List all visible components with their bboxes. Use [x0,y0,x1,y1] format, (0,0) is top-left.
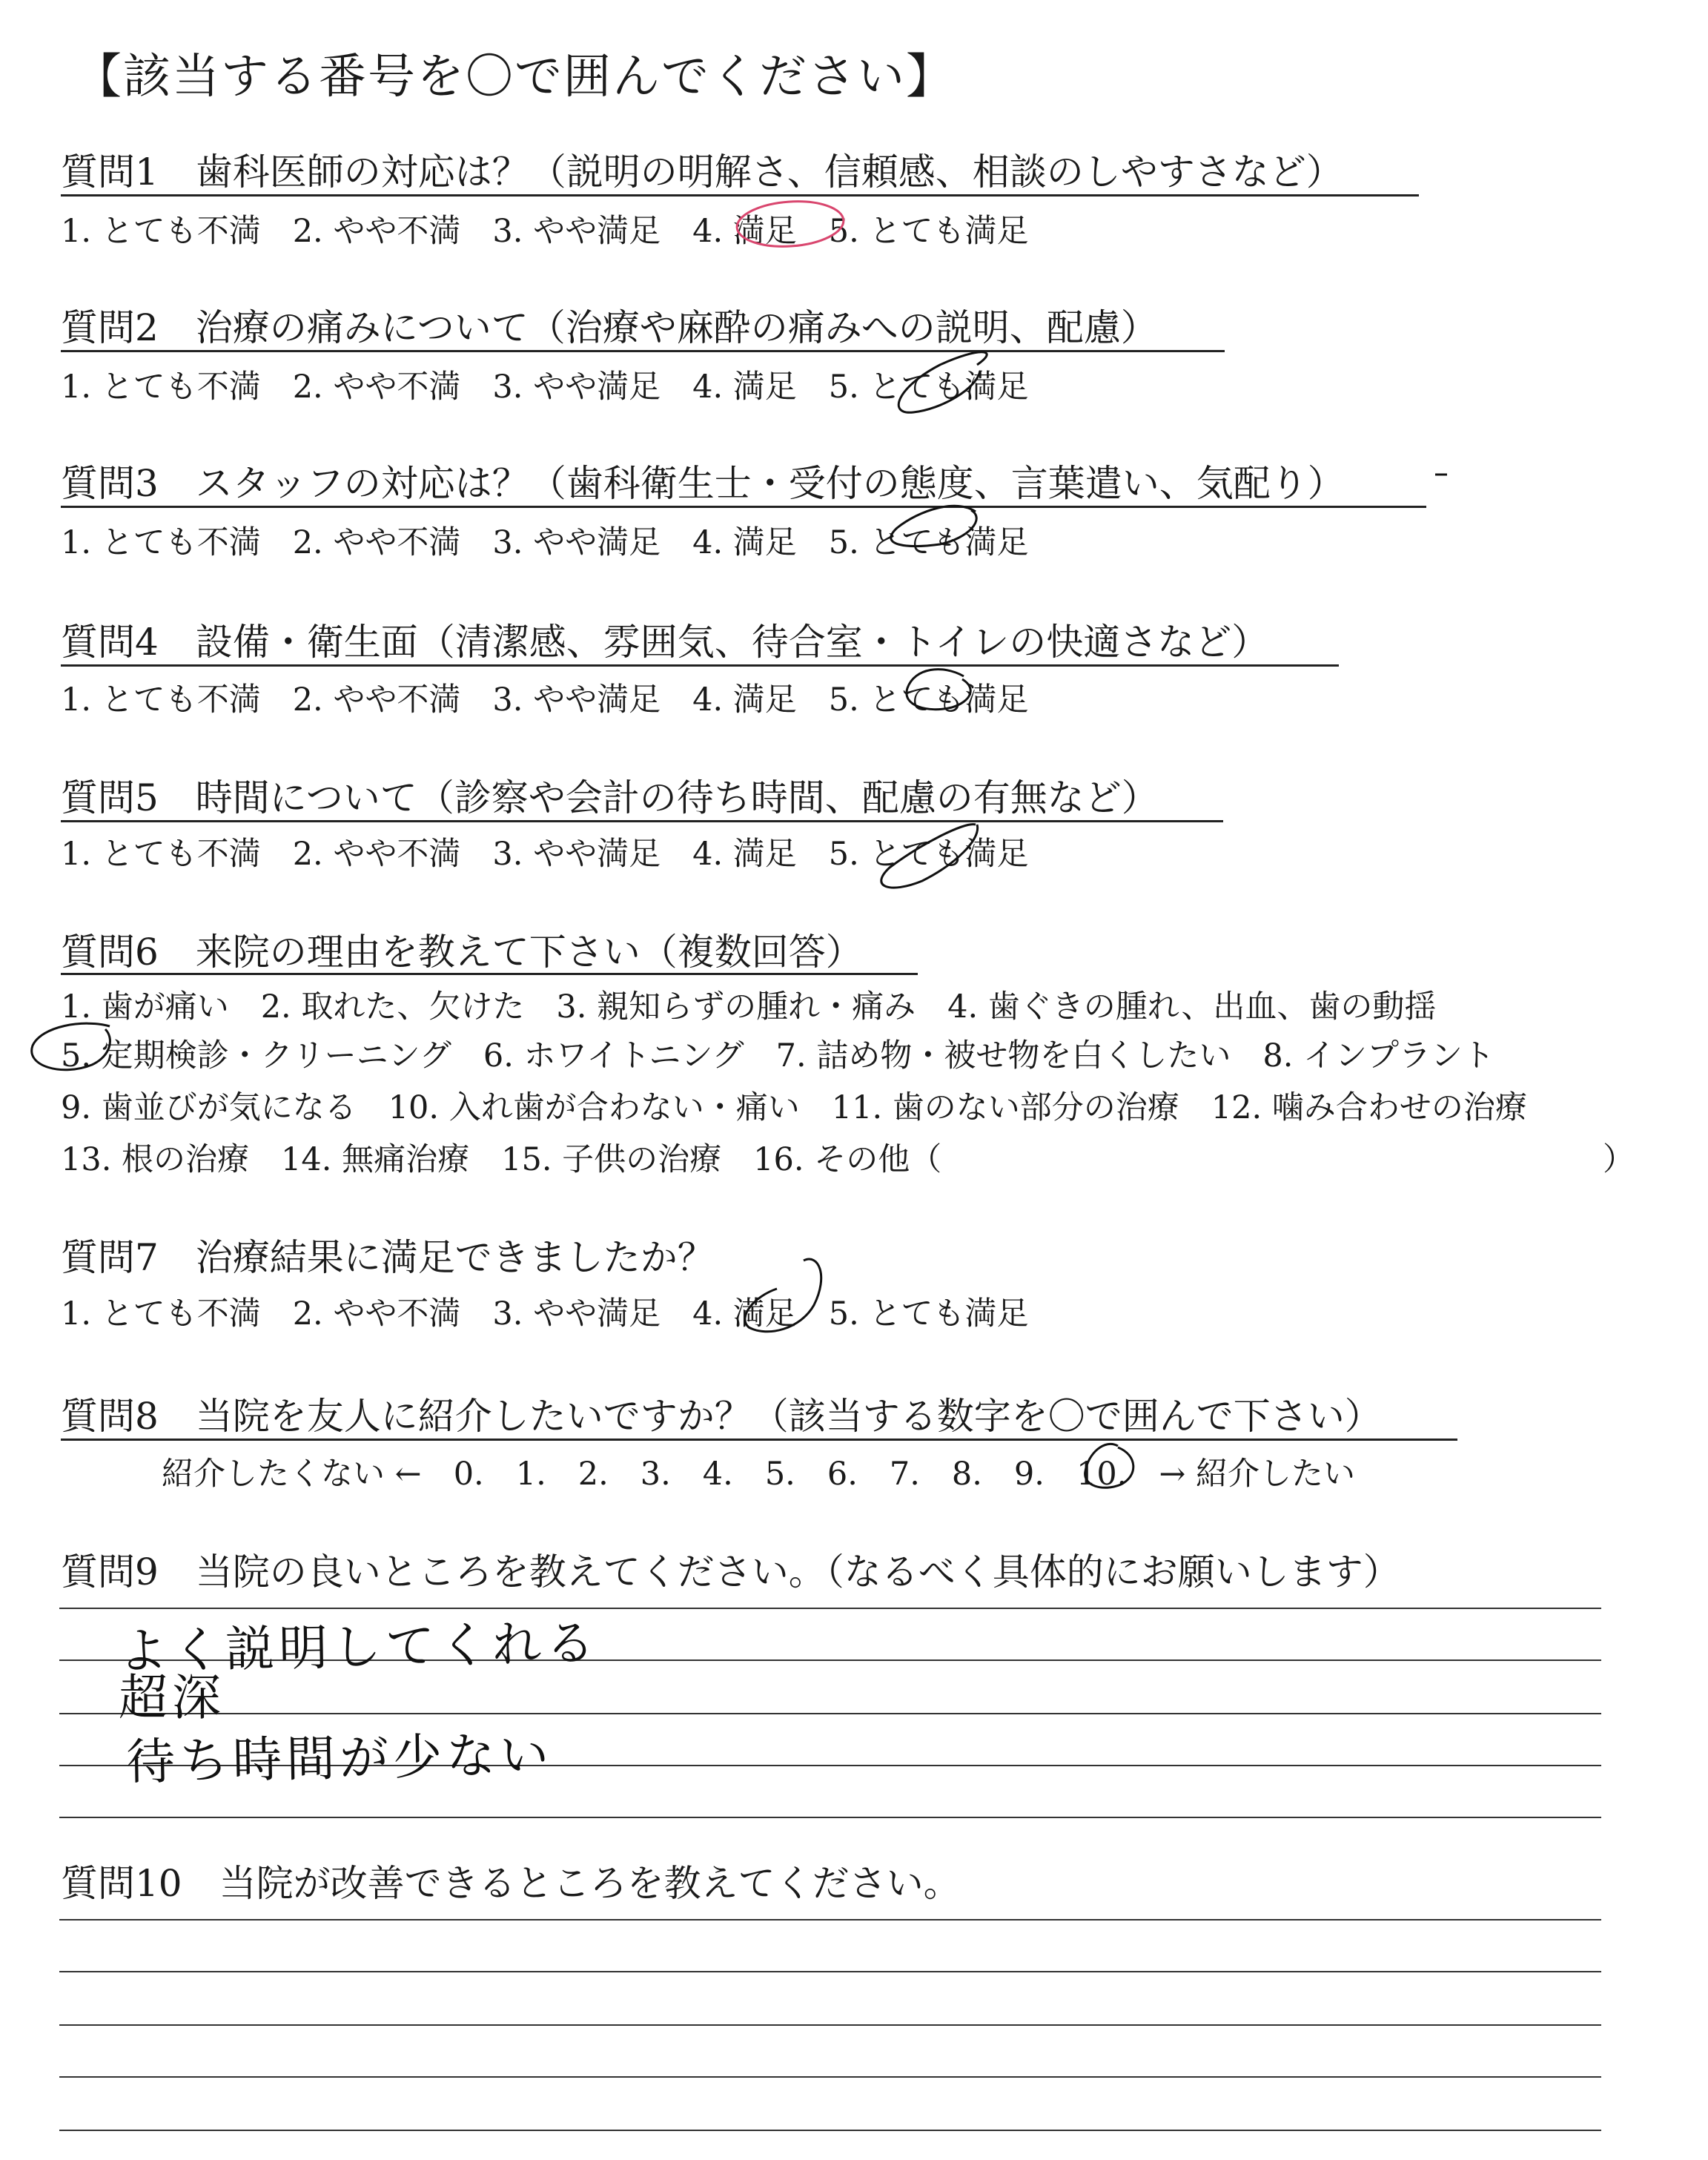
circle-mark-q7 [745,1259,821,1332]
circle-mark-q5 [881,825,978,888]
question-1-label: 質問1 歯科医師の対応は？（説明の明解さ、信頼感、相談のしやすさなど） [61,151,1343,194]
question-6-reason-row-3[interactable]: 9. 歯並びが気になる 10. 入れ歯が合わない・痛い 11. 歯のない部分の治療 12. 噛み合わせの治療 [61,1089,1527,1126]
question-6-reason-row-4[interactable]: 13. 根の治療 14. 無痛治療 15. 子供の治療 16. その他（ [61,1141,942,1178]
question-5-options[interactable]: 1. とても不満 2. やや不満 3. やや満足 4. 満足 5. とても満足 [61,836,1029,873]
question-4-label: 質問4 設備・衛生面（清潔感、雰囲気、待合室・トイレの快適さなど） [61,621,1269,664]
handwritten-answer-1: よく説明してくれる [118,1614,600,1680]
circle-mark-q8 [1085,1444,1133,1487]
question-2-options[interactable]: 1. とても不満 2. やや不満 3. やや満足 4. 満足 5. とても満足 [61,369,1029,406]
question-1-options[interactable]: 1. とても不満 2. やや不満 3. やや満足 4. 満足 5. とても満足 [61,213,1029,250]
question-3-label: 質問3 スタッフの対応は？（歯科衛生士・受付の態度、言葉遣い、気配り） [61,462,1345,505]
question-9-label: 質問9 当院の良いところを教えてください。（なるべく具体的にお願いします） [61,1550,1400,1593]
survey-title: 【該当する番号を〇で囲んでください】 [74,50,955,105]
question-6-reason-row-1[interactable]: 1. 歯が痛い 2. 取れた、欠けた 3. 親知らずの腫れ・痛み 4. 歯ぐきの腫れ、出血、歯の動揺 [61,988,1437,1025]
question-5-label: 質問5 時間について（診察や会計の待ち時間、配慮の有無など） [61,776,1159,819]
handwritten-answer-2: 超深 [119,1669,225,1726]
question-8-scale[interactable]: 紹介したくない ← 0. 1. 2. 3. 4. 5. 6. 7. 8. 9. 10. → 紹介したい [162,1456,1356,1493]
question-3-options[interactable]: 1. とても不満 2. やや不満 3. やや満足 4. 満足 5. とても満足 [61,524,1029,561]
circle-mark-q2 [898,352,987,413]
question-8-label: 質問8 当院を友人に紹介したいですか？（該当する数字を〇で囲んで下さい） [61,1395,1382,1438]
question-6-label: 質問6 来院の理由を教えて下さい（複数回答） [61,931,863,974]
question-6-reason-row-2[interactable]: 5. 定期検診・クリーニング 6. ホワイトニング 7. 詰め物・被せ物を白くしたい 8. インプラント [61,1037,1495,1074]
question-2-label: 質問2 治療の痛みについて（治療や麻酔の痛みへの説明、配慮） [61,306,1158,349]
circle-mark-q4 [907,670,970,710]
question-10-label: 質問10 当院が改善できるところを教えてください。 [61,1862,961,1905]
question-4-options[interactable]: 1. とても不満 2. やや不満 3. やや満足 4. 満足 5. とても満足 [61,681,1029,719]
handwritten-answer-3: 待ち時間が少ない [125,1725,554,1791]
circle-mark-q1 [735,198,845,250]
circle-mark-q6 [32,1023,110,1070]
other-close-paren: ） [1603,1141,1635,1178]
question-7-options[interactable]: 1. とても不満 2. やや不満 3. やや満足 4. 満足 5. とても満足 [61,1295,1029,1332]
circle-mark-q3 [891,506,976,546]
question-7-label: 質問7 治療結果に満足できましたか？ [61,1236,715,1279]
